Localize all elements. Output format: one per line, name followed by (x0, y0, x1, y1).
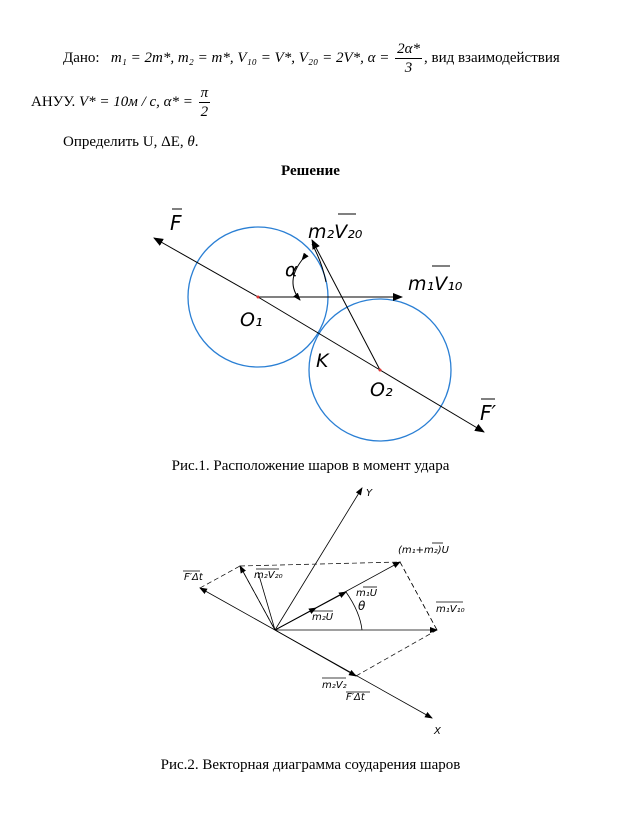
label-X: X (434, 726, 441, 737)
vector-m2V2 (275, 630, 356, 676)
pi-numerator: π (200, 85, 209, 101)
pi-denominator: 2 (200, 104, 209, 120)
task-theta: θ (187, 134, 195, 150)
given-formula: m₁ = 2m*, m₂ = m*, V₁₀ = V*, V₂₀ = 2V*, α = (110, 49, 390, 66)
figure-2-caption: Рис.2. Векторная диаграмма соударения шаров (160, 757, 461, 773)
axis-Y (275, 488, 362, 630)
label-m1V10: m₁V₁₀ (408, 273, 463, 295)
label-Y: Y (366, 488, 373, 499)
given-prefix: Дано: (63, 49, 100, 66)
label-m1V10: m₁V₁₀ (436, 604, 465, 615)
label-O1: O₁ (240, 309, 263, 331)
given-line2-text: АНУУ. (31, 93, 76, 110)
label-FDt-top: F′Δt (184, 572, 203, 583)
alpha-numerator: 2α* (397, 41, 420, 57)
label-Fprime: F′ (480, 401, 497, 425)
label-O2: O₂ (370, 379, 393, 401)
label-m2U: m₂U (312, 612, 334, 623)
label-FDt: F′Δt (346, 692, 365, 703)
label-sumU: (m₁+m₂)U (398, 545, 450, 556)
alpha-denominator: 3 (404, 60, 413, 76)
label-K: K (316, 350, 329, 372)
task-end: . (194, 134, 199, 150)
label-alpha: α (285, 259, 298, 281)
label-m1U: m₁U (356, 588, 378, 599)
figure-1-caption: Рис.1. Расположение шаров в момент удара (171, 458, 450, 474)
label-m2V20: m₂V₂₀ (254, 570, 283, 581)
task-text: Определить U, ΔE, (63, 134, 184, 150)
label-theta: θ (358, 599, 366, 613)
given-suffix: , вид взаимодействия (423, 49, 560, 66)
label-m2V2: m₂V₂ (322, 680, 347, 691)
solution-heading: Решение (281, 163, 340, 179)
label-m2V20: m₂V₂₀ (308, 221, 363, 243)
vector-m2U (275, 608, 316, 630)
label-F: F (170, 211, 182, 235)
given-line2-formula: V* = 10м / с, α* = (78, 93, 193, 110)
